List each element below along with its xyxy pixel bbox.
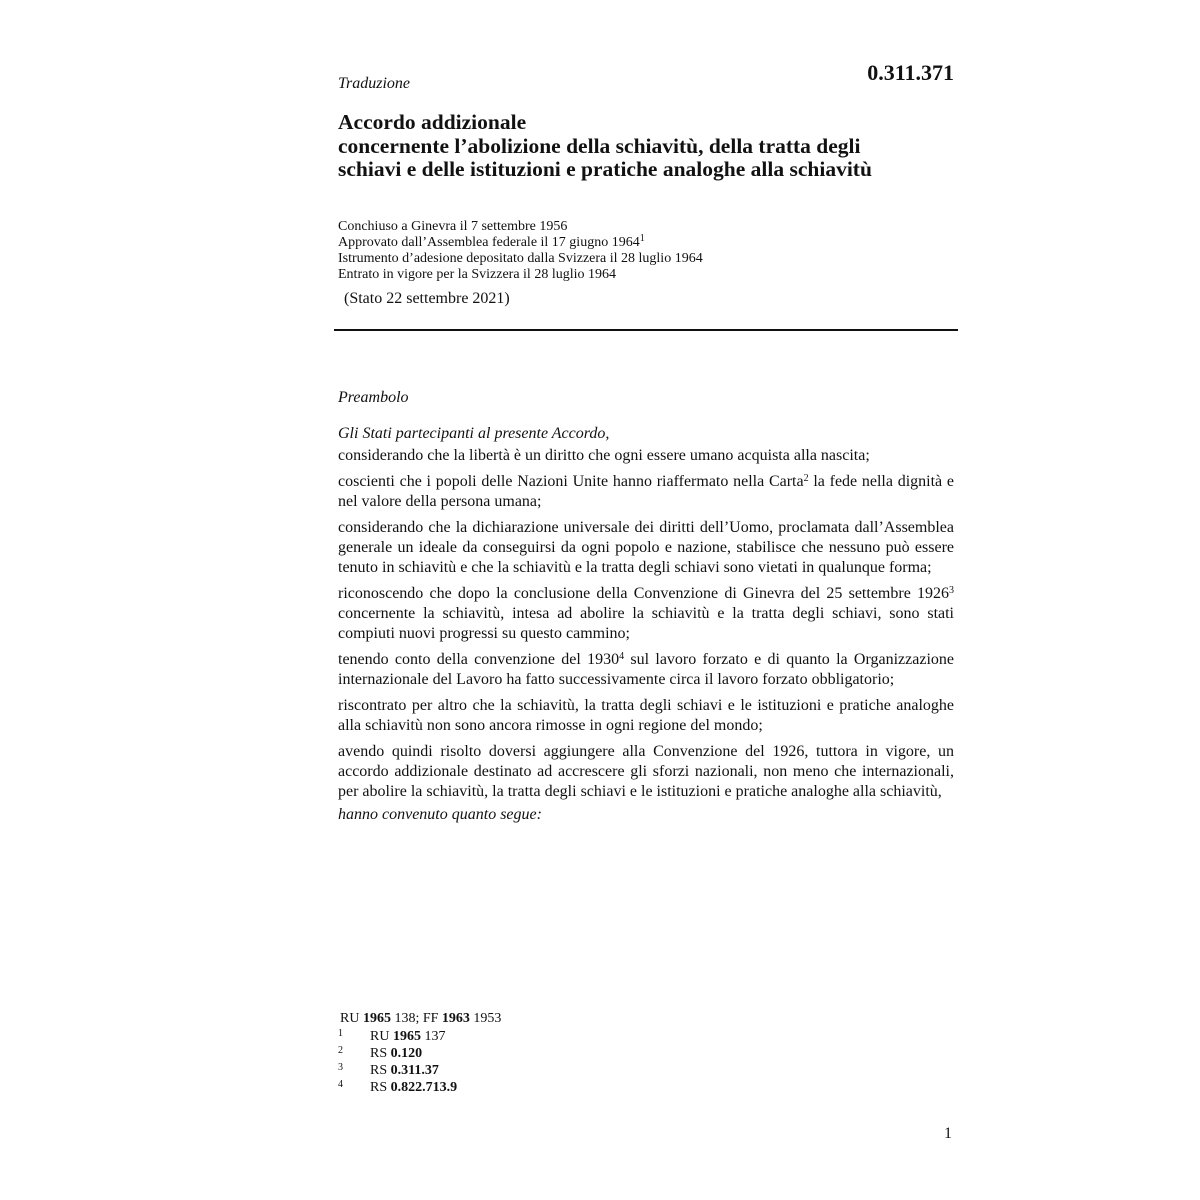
footnote-number: 4 [338,1079,343,1090]
document-title [338,111,978,182]
preamble-heading: Preambolo [338,389,409,406]
paragraph-text: tenendo conto della convenzione del 1930 [338,651,620,668]
footnote-text [370,1080,457,1096]
footnote-bold: 0.311.37 [390,1063,439,1078]
source-text: 1953 [469,1011,502,1026]
footnote-text [370,1029,445,1045]
footnote-prefix: RS [370,1063,391,1078]
footnote-bold: 1965 [392,1029,421,1044]
footnote-ref: 2 [803,473,809,484]
footnote-item [338,1080,501,1097]
paragraph-text: la fede nella dignità e nel valore della persona umana; [338,473,954,510]
metadata-block [338,219,958,283]
concluded-date: Conchiuso a Ginevra il 7 settembre 1956 [338,219,568,234]
source-year: 1963 [441,1011,470,1026]
footnote-ref: 3 [949,585,954,596]
preamble-paragraph [338,472,954,512]
preamble-parties: Gli Stati partecipanti al presente Accordo, [338,425,610,442]
preamble-section [338,388,954,825]
paragraph-text: concernente la schiavitù, intesa ad abolire la schiavitù e la tratta degli schiavi, sono stati compiuti nuovi progressi su questo cammino; [338,605,954,642]
footnote-ref: 4 [619,651,625,662]
title-line: concernente l’abolizione della schiavitù, della tratta degli [338,133,861,158]
source-year: 1965 [362,1011,391,1026]
status-line: (Stato 22 settembre 2021) [344,290,510,307]
preamble-paragraph: riscontrato per altro che la schiavitù, la tratta degli schiavi e le istituzioni e pratiche analoghe alla schiavitù non sono ancora rimosse in ogni regione del mondo; [338,697,954,734]
footnote-ref: 1 [639,233,645,244]
preamble-paragraph [338,584,954,644]
footnotes [338,1011,501,1097]
source-reference [340,1011,501,1027]
preamble-paragraph: considerando che la libertà è un diritto che ogni essere umano acquista alla nascita; [338,447,870,464]
title-line: Accordo addizionale [338,110,527,134]
source-text: 138; FF [390,1011,442,1026]
source-text: RU [340,1011,363,1026]
paragraph-text: riconoscendo che dopo la conclusione della Convenzione di Ginevra del 25 settembre 1926 [338,585,949,602]
footnote-prefix: RS [370,1080,391,1095]
footnote-number: 3 [338,1062,343,1073]
paragraph-text: sul lavoro forzato e di quanto la Organizzazione internazionale del Lavoro ha fatto successivamente circa il lavoro forzato obbligatorio; [338,651,954,688]
preamble-paragraph: avendo quindi risolto doversi aggiungere alla Convenzione del 1926, tuttora in vigore, un accordo addizionale destinato ad accrescere gli sforzi nazionali, non meno che internazionali, per abolire la schiavitù, la tratta degli schiavi e le istituzioni e pratiche analoghe alla schiavitù, [338,743,954,800]
page-number: 1 [944,1125,952,1142]
sr-number: 0.311.371 [867,60,954,85]
approved-line [338,235,958,251]
footnote-suffix: 137 [420,1029,446,1044]
footnote-prefix: RS [370,1046,391,1061]
translation-label: Traduzione [338,75,411,92]
footnote-prefix: RU [370,1029,393,1044]
footnote-text [370,1063,439,1079]
title-line: schiavi e delle istituzioni e pratiche analoghe alla schiavitù [338,157,872,181]
footnote-bold: 0.120 [390,1046,423,1061]
preamble-paragraph [338,650,954,690]
footnote-text [370,1046,422,1062]
paragraph-text: coscienti che i popoli delle Nazioni Unite hanno riaffermato nella Carta [338,473,804,490]
instrument-line: Istrumento d’adesione depositato dalla Svizzera il 28 luglio 1964 [338,251,703,266]
footnote-bold: 0.822.713.9 [390,1080,458,1095]
preamble-conclusion: hanno convenuto quanto segue: [338,806,542,823]
approved-date: Approvato dall’Assemblea federale il 17 giugno 1964 [338,235,640,250]
in-force-line: Entrato in vigore per la Svizzera il 28 luglio 1964 [338,267,616,282]
header-divider [334,329,958,331]
preamble-paragraph: considerando che la dichiarazione universale dei diritti dell’Uomo, proclamata dall’Assemblea generale un ideale da conseguirsi da ogni popolo e nazione, stabilisce che nessuno può essere tenuto in schiavitù e che la schiavitù e la tratta degli schiavi sono vietati in qualunque forma; [338,519,954,576]
footnote-number: 1 [338,1028,343,1039]
footnote-number: 2 [338,1045,343,1056]
